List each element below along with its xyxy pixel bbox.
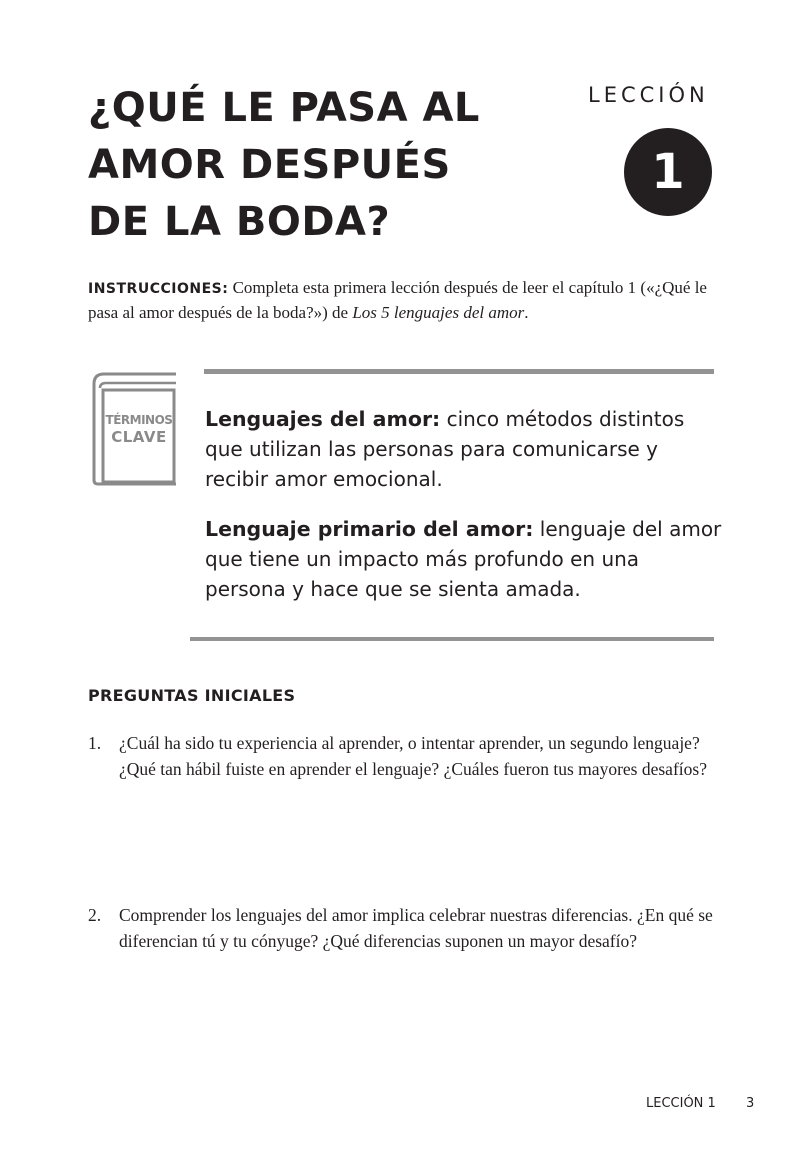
term-name: Lenguaje primario del amor:	[205, 517, 534, 541]
question-item	[88, 730, 738, 782]
instructions-label: INSTRUCCIONES:	[88, 281, 229, 297]
divider-top	[204, 369, 714, 374]
term-definition: cinco métodos distintos que utilizan las personas para comunicarse y recibir amor emocional.	[205, 407, 685, 491]
term-item	[205, 404, 725, 494]
section-heading: PREGUNTAS INICIALES	[88, 686, 296, 705]
lesson-number-badge: 1	[624, 128, 712, 216]
book-title: Los 5 lenguajes del amor	[352, 303, 525, 322]
term-item	[205, 514, 725, 604]
question-item	[88, 902, 738, 954]
page-number: 3	[746, 1096, 755, 1111]
key-terms-badge-line1: TÉRMINOS	[105, 413, 173, 427]
term-name: Lenguajes del amor:	[205, 407, 441, 431]
key-terms-badge-line2: CLAVE	[111, 428, 167, 446]
key-terms-badge	[104, 412, 174, 446]
question-number: 2.	[88, 905, 102, 925]
divider-bottom	[190, 637, 714, 641]
lesson-label: LECCIÓN	[588, 83, 709, 107]
question-text: ¿Cuál ha sido tu experiencia al aprender, o intentar aprender, un segundo lenguaje? ¿Qué tan hábil fuiste en aprender el lenguaje? ¿Cuáles fueron tus mayores desafíos?	[119, 733, 707, 779]
page-title	[88, 80, 528, 251]
question-text: Comprender los lenguajes del amor implica celebrar nuestras diferencias. ¿En qué se diferencian tú y tu cónyuge? ¿Qué diferencias suponen un mayor desafío?	[119, 905, 713, 951]
title-line-3: DE LA BODA?	[88, 199, 391, 245]
instructions-text: Completa esta primera lección después de leer el capítulo 1 («¿Qué le pasa al amor después de la boda?») de	[88, 278, 707, 322]
term-definition: lenguaje del amor que tiene un impacto más profundo en una persona y hace que se sienta amada.	[205, 517, 722, 601]
footer-lesson-label: LECCIÓN 1	[646, 1096, 716, 1111]
instructions: INSTRUCCIONES: Completa esta primera lección después de leer el capítulo 1 («¿Qué le pasa al amor después de la boda?») de Los 5 lenguajes del amor.	[88, 278, 707, 322]
question-number: 1.	[88, 733, 102, 753]
title-line-1: ¿QUÉ LE PASA AL	[88, 85, 480, 131]
title-line-2: AMOR DESPUÉS	[88, 142, 451, 188]
key-terms-list	[205, 404, 725, 624]
